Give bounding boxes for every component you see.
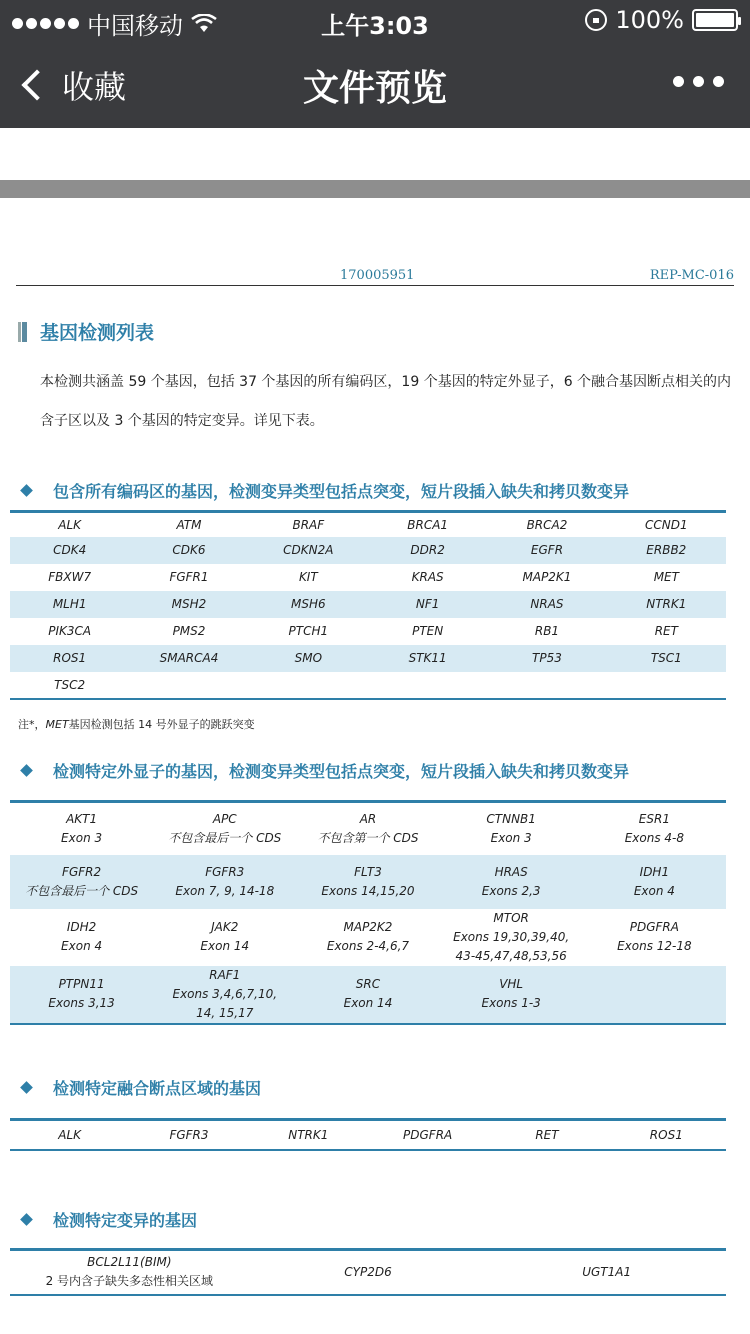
note-prefix: 注*， [18, 718, 46, 731]
gene-cell: SMARCA4 [129, 645, 248, 672]
table-row [10, 909, 726, 966]
gene-cell: CDK6 [129, 537, 248, 564]
gene-cell: PDGFRA [403, 1127, 453, 1142]
more-dot-icon [693, 76, 704, 87]
fusion-gene-table [10, 1118, 726, 1151]
gene-cell: NF1 [368, 591, 487, 618]
table-row [10, 855, 726, 909]
gene-exon-cell [296, 909, 439, 966]
gene-cell: MET [653, 570, 679, 584]
more-dot-icon [673, 76, 684, 87]
gene-cell: EGFR [487, 537, 606, 564]
gene-cell: RET [535, 1127, 559, 1142]
diamond-bullet-icon [20, 1081, 33, 1094]
document-page-separator [0, 180, 750, 198]
exon-detail: Exon 4 [61, 939, 103, 953]
gene-exon-cell [296, 855, 439, 909]
exon-detail: 14, 15,17 [196, 1005, 254, 1020]
gene-cell: BRCA1 [407, 517, 449, 532]
gene-cell [368, 672, 487, 699]
gene-name: CYP2D6 [344, 1264, 392, 1279]
battery-percent: 100% [615, 6, 684, 34]
gene-cell: DDR2 [368, 537, 487, 564]
specific-exon-gene-table [10, 800, 726, 1025]
exon-detail: Exons 2,3 [481, 883, 541, 898]
nav-bar [0, 40, 750, 128]
gene-exon-cell [10, 966, 153, 1024]
gene-name: AR [359, 811, 377, 826]
exon-detail: Exons 12-18 [617, 939, 692, 953]
gene-cell: ERBB2 [607, 537, 726, 564]
gene-cell: KRAS [411, 570, 444, 584]
diamond-bullet-icon [20, 484, 33, 497]
exon-detail: Exons 14,15,20 [321, 883, 415, 898]
exon-detail: 不包含最后一个 CDS [25, 883, 139, 898]
gene-cell: RB1 [534, 624, 560, 638]
note-gene: MET [45, 718, 69, 731]
table-row [10, 1250, 726, 1295]
report-code: REP-MC-016 [649, 268, 734, 283]
gene-cell: BRCA2 [526, 517, 568, 532]
subsection-title: 检测特定融合断点区域的基因 [53, 1079, 262, 1098]
gene-exon-cell [296, 802, 439, 855]
gene-exon-cell [153, 855, 296, 909]
gene-cell: CCND1 [645, 517, 688, 532]
gene-name: JAK2 [211, 920, 239, 934]
table-row [10, 802, 726, 855]
gene-exon-cell [153, 966, 296, 1024]
gene-cell: CDK4 [10, 537, 129, 564]
gene-cell: ATM [176, 517, 202, 532]
gene-exon-cell [583, 855, 726, 909]
gene-exon-cell [583, 802, 726, 855]
gene-name: PDGFRA [629, 920, 679, 934]
gene-exon-cell [440, 802, 583, 855]
gene-exon-cell [440, 966, 583, 1024]
gene-variant-cell [10, 1250, 249, 1295]
gene-name: MAP2K2 [343, 920, 393, 934]
gene-cell: MLH1 [10, 591, 129, 618]
gene-cell: TP53 [487, 645, 606, 672]
gene-name: BCL2L11(BIM) [87, 1255, 172, 1270]
gene-cell: NTRK1 [288, 1127, 329, 1142]
exon-detail: 43-45,47,48,53,56 [455, 948, 567, 963]
exon-detail: Exon 14 [200, 939, 250, 953]
subsection-specific-exons [22, 759, 629, 782]
gene-name: FLT3 [354, 864, 382, 879]
gene-cell: ALK [58, 1127, 82, 1142]
variant-detail: 2 号内含子缺失多态性相关区域 [45, 1274, 214, 1289]
gene-cell: BRAF [292, 517, 325, 532]
subsection-specific-variants [22, 1208, 197, 1231]
exon-detail: Exon 4 [633, 883, 675, 898]
gene-exon-cell [583, 966, 726, 1024]
gene-name: AKT1 [66, 811, 98, 826]
rotation-lock-icon [585, 9, 607, 31]
gene-cell: PTCH1 [288, 624, 329, 638]
gene-cell: FBXW7 [48, 570, 92, 584]
gene-cell: NTRK1 [607, 591, 726, 618]
exon-detail: Exon 14 [343, 996, 393, 1010]
gene-name: UGT1A1 [582, 1264, 632, 1279]
section-title [18, 318, 154, 345]
table-row [10, 591, 726, 618]
gene-cell: MSH2 [129, 591, 248, 618]
gene-cell [607, 672, 726, 699]
status-time: 上午3:03 [321, 12, 429, 40]
document-header [16, 266, 734, 286]
gene-exon-cell [296, 966, 439, 1024]
intro-text-line2: 含子区以及 3 个基因的特定变异。详见下表。 [40, 413, 324, 429]
specific-variant-gene-table [10, 1248, 726, 1296]
table-note [18, 716, 255, 732]
exon-detail: Exons 4-8 [624, 830, 685, 845]
gene-cell: STK11 [368, 645, 487, 672]
exon-detail: Exons 2-4,6,7 [326, 939, 410, 953]
gene-cell: PMS2 [172, 624, 206, 638]
gene-name: APC [212, 811, 237, 826]
subsection-fusion-breakpoints [22, 1076, 261, 1099]
gene-variant-cell [487, 1250, 726, 1295]
gene-cell: PIK3CA [48, 624, 92, 638]
more-dot-icon [713, 76, 724, 87]
exon-detail: 不包含第一个 CDS [317, 830, 419, 845]
note-text: 基因检测包括 14 号外显子的跳跃突变 [68, 718, 255, 731]
gene-variant-cell [249, 1250, 488, 1295]
page-title: 文件预览 [302, 68, 447, 109]
gene-cell [487, 672, 606, 699]
table-row [10, 512, 726, 537]
subsection-all-coding [22, 479, 629, 502]
exon-detail: Exons 3,13 [48, 996, 115, 1010]
gene-cell: TSC2 [54, 677, 86, 692]
intro-text-line1: 本检测共涵盖 59 个基因，包括 37 个基因的所有编码区，19 个基因的特定外显子，6 个融合基因断点相关的内 [40, 374, 732, 390]
gene-name: RAF1 [209, 967, 241, 982]
document-preview[interactable] [0, 198, 750, 1334]
gene-cell [129, 672, 248, 699]
exon-detail: 不包含最后一个 CDS [168, 830, 282, 845]
gene-exon-cell [440, 855, 583, 909]
gene-name: PTPN11 [58, 977, 105, 991]
gene-exon-cell [153, 802, 296, 855]
gene-cell: PTEN [412, 624, 444, 638]
table-row [10, 564, 726, 591]
table-row [10, 618, 726, 645]
gene-name: VHL [499, 977, 524, 991]
gene-cell: KIT [298, 570, 318, 584]
gene-exon-cell [10, 909, 153, 966]
gene-name: IDH2 [66, 920, 97, 934]
gene-cell [249, 672, 368, 699]
status-bar [0, 0, 750, 40]
gene-cell: SMO [249, 645, 368, 672]
gene-name: FGFR2 [62, 864, 102, 879]
exon-detail: Exon 3 [490, 830, 532, 845]
gene-cell: ROS1 [10, 645, 129, 672]
table-row [10, 672, 726, 699]
gene-cell: MSH6 [249, 591, 368, 618]
subsection-title: 检测特定外显子的基因，检测变异类型包括点突变，短片段插入缺失和拷贝数变异 [53, 762, 630, 781]
gene-name: SRC [355, 977, 381, 991]
back-label: 收藏 [62, 68, 127, 106]
gene-name: MTOR [493, 910, 529, 925]
battery-icon [692, 9, 738, 31]
gene-cell: FGFR3 [169, 1127, 209, 1142]
gene-cell: NRAS [487, 591, 606, 618]
gene-cell: ALK [58, 517, 82, 532]
exon-detail: Exon 3 [61, 830, 103, 845]
all-coding-gene-table [10, 510, 726, 700]
diamond-bullet-icon [20, 764, 33, 777]
gene-name: CTNNB1 [486, 811, 536, 826]
gene-exon-cell [440, 909, 583, 966]
gene-cell: MAP2K1 [522, 570, 572, 584]
gene-name: IDH1 [639, 864, 670, 879]
exon-detail: Exons 1-3 [481, 996, 541, 1010]
table-row [10, 1120, 726, 1150]
section-title-text: 基因检测列表 [40, 322, 155, 344]
gene-cell: ROS1 [649, 1127, 683, 1142]
gene-exon-cell [583, 909, 726, 966]
gene-cell: CDKN2A [249, 537, 368, 564]
table-row [10, 645, 726, 672]
subsection-title: 检测特定变异的基因 [53, 1211, 198, 1230]
gene-exon-cell [10, 855, 153, 909]
gene-cell: FGFR1 [169, 570, 209, 584]
gene-name: HRAS [494, 864, 528, 879]
gene-exon-cell [153, 909, 296, 966]
exon-detail: Exons 19,30,39,40, [453, 929, 570, 944]
gene-name: FGFR3 [205, 864, 245, 879]
table-row [10, 966, 726, 1024]
exon-detail: Exons 3,4,6,7,10, [172, 986, 278, 1001]
section-bar-icon [18, 322, 27, 342]
sample-id: 170005951 [340, 268, 415, 283]
more-button[interactable] [673, 76, 724, 87]
gene-cell: RET [654, 624, 678, 638]
gene-exon-cell [10, 802, 153, 855]
carrier-label: 中国移动 [87, 12, 183, 40]
diamond-bullet-icon [20, 1213, 33, 1226]
top-bar [0, 0, 750, 128]
gene-name: ESR1 [638, 811, 670, 826]
table-row [10, 537, 726, 564]
gene-cell: TSC1 [607, 645, 726, 672]
subsection-title: 包含所有编码区的基因，检测变异类型包括点突变，短片段插入缺失和拷贝数变异 [53, 482, 630, 501]
exon-detail: Exon 7, 9, 14-18 [175, 883, 275, 898]
